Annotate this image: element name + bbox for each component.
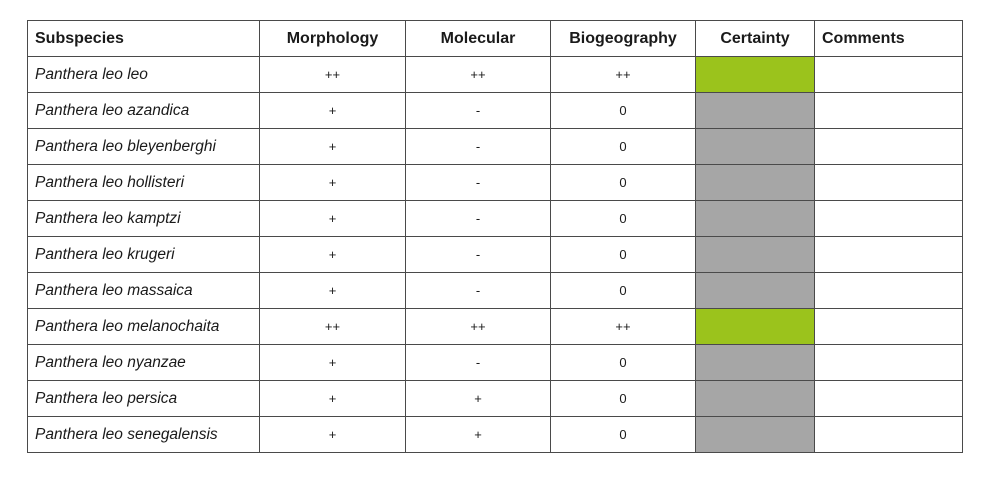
certainty-cell [696, 273, 815, 309]
comment-cell [815, 93, 963, 129]
morphology-cell: + [260, 237, 406, 273]
table-row [28, 129, 963, 165]
molecular-cell: - [406, 237, 551, 273]
header-subspecies: Subspecies [28, 21, 260, 57]
morphology-cell: + [260, 129, 406, 165]
table-row [28, 381, 963, 417]
biogeography-cell: 0 [551, 165, 696, 201]
certainty-cell [696, 129, 815, 165]
subspecies-name-cell: Panthera leo persica [28, 381, 260, 417]
morphology-cell: + [260, 201, 406, 237]
morphology-cell: + [260, 345, 406, 381]
subspecies-name-cell: Panthera leo massaica [28, 273, 260, 309]
morphology-cell: + [260, 165, 406, 201]
morphology-cell: + [260, 93, 406, 129]
comment-cell [815, 309, 963, 345]
certainty-cell [696, 381, 815, 417]
morphology-cell: + [260, 381, 406, 417]
comment-cell [815, 237, 963, 273]
table-row [28, 273, 963, 309]
certainty-cell [696, 309, 815, 345]
subspecies-name-cell: Panthera leo bleyenberghi [28, 129, 260, 165]
header-comments: Comments [815, 21, 963, 57]
molecular-cell: + [406, 381, 551, 417]
table-row [28, 201, 963, 237]
biogeography-cell: 0 [551, 417, 696, 453]
certainty-cell [696, 201, 815, 237]
comment-cell [815, 345, 963, 381]
comment-cell [815, 417, 963, 453]
comment-cell [815, 57, 963, 93]
biogeography-cell: 0 [551, 201, 696, 237]
table-row [28, 345, 963, 381]
certainty-cell [696, 93, 815, 129]
subspecies-table [27, 20, 963, 453]
table-row [28, 309, 963, 345]
biogeography-cell: 0 [551, 129, 696, 165]
subspecies-name-cell: Panthera leo nyanzae [28, 345, 260, 381]
molecular-cell: - [406, 129, 551, 165]
subspecies-name-cell: Panthera leo kamptzi [28, 201, 260, 237]
morphology-cell: ++ [260, 309, 406, 345]
molecular-cell: + [406, 417, 551, 453]
comment-cell [815, 129, 963, 165]
molecular-cell: ++ [406, 309, 551, 345]
biogeography-cell: 0 [551, 273, 696, 309]
comment-cell [815, 165, 963, 201]
certainty-cell [696, 165, 815, 201]
header-morphology: Morphology [260, 21, 406, 57]
biogeography-cell: ++ [551, 309, 696, 345]
biogeography-cell: 0 [551, 237, 696, 273]
table-row [28, 57, 963, 93]
subspecies-name-cell: Panthera leo krugeri [28, 237, 260, 273]
certainty-cell [696, 57, 815, 93]
header-biogeography: Biogeography [551, 21, 696, 57]
biogeography-cell: 0 [551, 381, 696, 417]
morphology-cell: + [260, 273, 406, 309]
table-row [28, 165, 963, 201]
biogeography-cell: 0 [551, 345, 696, 381]
molecular-cell: - [406, 345, 551, 381]
subspecies-name-cell: Panthera leo melanochaita [28, 309, 260, 345]
biogeography-cell: 0 [551, 93, 696, 129]
molecular-cell: - [406, 93, 551, 129]
molecular-cell: - [406, 165, 551, 201]
certainty-cell [696, 417, 815, 453]
comment-cell [815, 381, 963, 417]
table-row [28, 237, 963, 273]
table-header [28, 21, 963, 57]
subspecies-name-cell: Panthera leo azandica [28, 93, 260, 129]
table-body [28, 57, 963, 453]
certainty-cell [696, 345, 815, 381]
comment-cell [815, 201, 963, 237]
morphology-cell: ++ [260, 57, 406, 93]
header-certainty: Certainty [696, 21, 815, 57]
table-row [28, 93, 963, 129]
comment-cell [815, 273, 963, 309]
biogeography-cell: ++ [551, 57, 696, 93]
morphology-cell: + [260, 417, 406, 453]
table-row [28, 417, 963, 453]
header-molecular: Molecular [406, 21, 551, 57]
header-row [28, 21, 963, 57]
subspecies-name-cell: Panthera leo leo [28, 57, 260, 93]
molecular-cell: - [406, 273, 551, 309]
molecular-cell: ++ [406, 57, 551, 93]
certainty-cell [696, 237, 815, 273]
subspecies-name-cell: Panthera leo senegalensis [28, 417, 260, 453]
subspecies-name-cell: Panthera leo hollisteri [28, 165, 260, 201]
molecular-cell: - [406, 201, 551, 237]
